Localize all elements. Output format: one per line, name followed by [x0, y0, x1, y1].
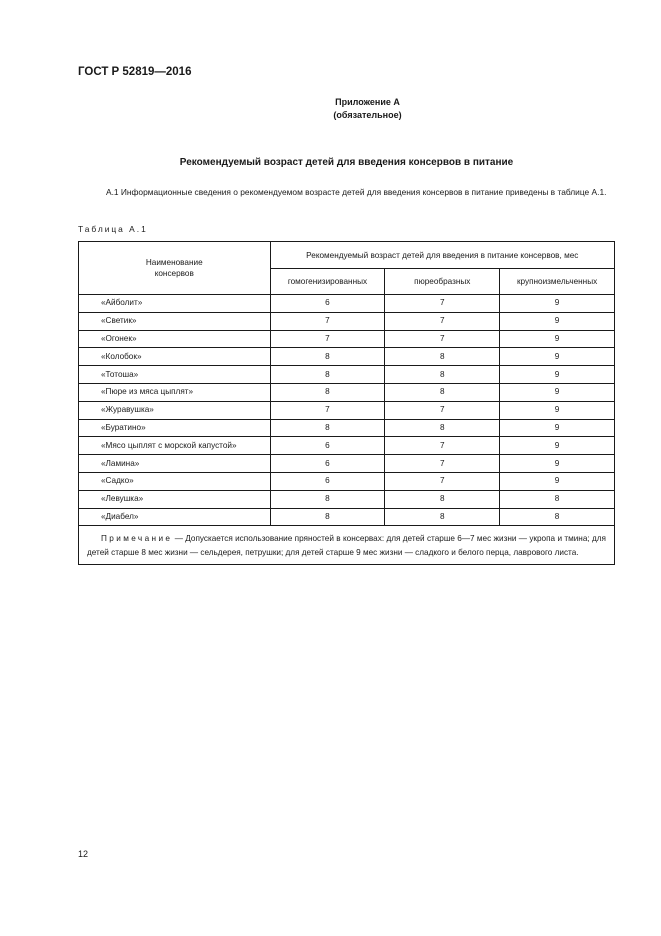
table-note	[79, 526, 615, 565]
note-label: Примечание	[101, 534, 173, 544]
product-name: «Садко»	[79, 472, 271, 490]
age-coarse: 9	[500, 437, 615, 455]
age-pureed: 7	[385, 472, 500, 490]
age-homogenized: 8	[270, 490, 385, 508]
age-homogenized: 6	[270, 455, 385, 473]
age-pureed: 8	[385, 419, 500, 437]
product-name: «Огонек»	[79, 330, 271, 348]
table-row	[79, 455, 615, 473]
product-name: «Тотоша»	[79, 366, 271, 384]
age-coarse: 9	[500, 472, 615, 490]
age-coarse: 9	[500, 330, 615, 348]
age-homogenized: 8	[270, 419, 385, 437]
age-pureed: 8	[385, 508, 500, 526]
table-note-row	[79, 526, 615, 565]
table-caption: Таблица А.1	[78, 224, 148, 234]
header-coarse: крупноизмельченных	[500, 269, 615, 295]
product-name: «Буратино»	[79, 419, 271, 437]
age-pureed: 7	[385, 455, 500, 473]
product-name: «Пюре из мяса цыплят»	[79, 383, 271, 401]
age-pureed: 7	[385, 295, 500, 313]
table-row	[79, 419, 615, 437]
age-homogenized: 8	[270, 508, 385, 526]
age-pureed: 8	[385, 348, 500, 366]
table-row	[79, 472, 615, 490]
product-name: «Айболит»	[79, 295, 271, 313]
header-pureed: пюреобразных	[385, 269, 500, 295]
table-row	[79, 383, 615, 401]
table-row	[79, 348, 615, 366]
age-coarse: 9	[500, 348, 615, 366]
age-coarse: 9	[500, 455, 615, 473]
age-pureed: 8	[385, 383, 500, 401]
age-coarse: 8	[500, 508, 615, 526]
table-row	[79, 401, 615, 419]
age-pureed: 7	[385, 401, 500, 419]
age-coarse: 9	[500, 419, 615, 437]
age-coarse: 9	[500, 312, 615, 330]
age-table	[78, 241, 615, 565]
note-text: — Допускается использование пряностей в консервах: для детей старше 6—7 мес жизни — укропа и тмина; для детей старше 8 мес жизни — сельдерея, петрушки; для детей старше 9 мес жизни — сладкого и белого перца, лаврового листа.	[87, 534, 606, 558]
age-homogenized: 8	[270, 348, 385, 366]
age-homogenized: 7	[270, 312, 385, 330]
appendix-header	[0, 96, 661, 122]
age-homogenized: 6	[270, 472, 385, 490]
age-pureed: 8	[385, 490, 500, 508]
product-name: «Диабел»	[79, 508, 271, 526]
table-row	[79, 490, 615, 508]
table-body	[79, 295, 615, 565]
age-homogenized: 6	[270, 295, 385, 313]
header-homogenized: гомогенизированных	[270, 269, 385, 295]
header-product-name: Наименование консервов	[79, 242, 271, 295]
intro-paragraph: А.1 Информационные сведения о рекомендуемом возрасте детей для введения консервов в питание приведены в таблице А.1.	[106, 187, 607, 197]
age-pureed: 8	[385, 366, 500, 384]
document-code: ГОСТ Р 52819—2016	[78, 66, 192, 78]
age-coarse: 9	[500, 401, 615, 419]
age-homogenized: 8	[270, 383, 385, 401]
product-name: «Ламина»	[79, 455, 271, 473]
age-coarse: 8	[500, 490, 615, 508]
table-row	[79, 330, 615, 348]
age-pureed: 7	[385, 437, 500, 455]
table-row	[79, 312, 615, 330]
age-coarse: 9	[500, 383, 615, 401]
age-homogenized: 7	[270, 330, 385, 348]
appendix-title: Приложение А	[335, 97, 400, 107]
product-name: «Колобок»	[79, 348, 271, 366]
age-homogenized: 6	[270, 437, 385, 455]
section-heading: Рекомендуемый возраст детей для введения консервов в питание	[179, 157, 514, 168]
header-recommended-age: Рекомендуемый возраст детей для введения в питание консервов, мес	[270, 242, 614, 269]
table-row	[79, 295, 615, 313]
age-homogenized: 7	[270, 401, 385, 419]
table-row	[79, 366, 615, 384]
product-name: «Мясо цыплят с морской капустой»	[79, 437, 271, 455]
product-name: «Журавушка»	[79, 401, 271, 419]
product-name: «Светик»	[79, 312, 271, 330]
product-name: «Левушка»	[79, 490, 271, 508]
age-pureed: 7	[385, 330, 500, 348]
appendix-status: (обязательное)	[333, 110, 402, 120]
age-homogenized: 8	[270, 366, 385, 384]
page-number: 12	[78, 849, 89, 859]
age-pureed: 7	[385, 312, 500, 330]
age-coarse: 9	[500, 295, 615, 313]
age-coarse: 9	[500, 366, 615, 384]
table-row	[79, 508, 615, 526]
table-row	[79, 437, 615, 455]
